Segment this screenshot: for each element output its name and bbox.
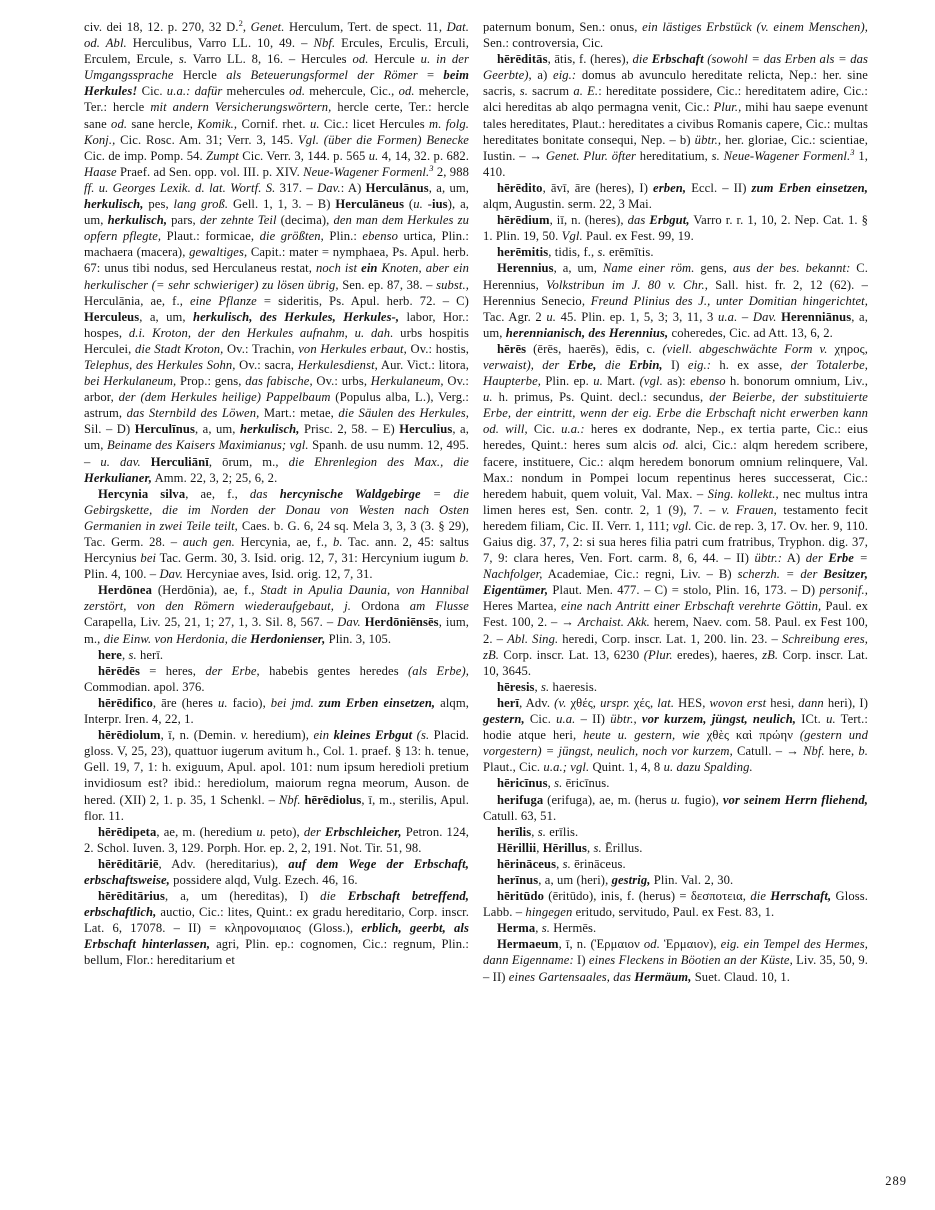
entry-heres: hērēs (ērēs, haerēs), ēdis, c. (viell. abgeschwächte Form v. χηρος, verwaist), der Erbe, die Erbin, I) eig.: h. ex asse, der Totalerbe, Haupterbe, Plin. ep. u. Mart. (vgl. as): ebenso h. bonorum omnium, Liv., u. h. primus, Ps. Quint. decl.: secundus, der Beierbe, der substituierte Erbe, der eintritt, wenn der eig. Erbe die Erbschaft nicht erwerben kann od. will, Cic. u.a.: heres ex dodrante, Nep., ex tertia parte, Cic.: eius heredes, Quint.: heres sum alcis od. alci, Cic.: alqm heredem scribere, facere, instituere, Cic.: alqm heredem bonorum omnium relinquere, Val. Max.: nondum in Pompei locum repentinus heres successerat, Cic.: heredem habuit, quem voluit, Val. Max. – Sing. kollekt., nec multus intra limen heres est, Sen. contr. 2, 1 (9), 7. – v. Frauen, testamento fecit heredem filiam, Cic. II. Verr. 1, 111; vgl. Cic. de rep. 3, 17. Ov. her. 9, 110. Gaius dig. 37, 7, 2: si sua heres filia patri cum fratribus, Tryphon. dig. 37, 7, 9: clara heres, Ven. Fort. carm. 8, 6, 44. – II) übtr.: A) der Erbe = Nachfolger, Academiae, Cic.: regni, Liv. – B) scherzh. = der Besitzer, Eigentümer, Plaut. Men. 477. – C) = stolo, Plin. 16, 173. – D) personif., Heres Martea, eine nach Antritt einer Erbschaft verehrte Göttin, Paul. ex Fest. 100, 2. – → Archaist. Akk. herem, Naev. com. 58. Paul. ex Fest 100, 2. – Abl. Sing. heredi, Corp. inscr. Lat. 1, 200. lin. 23. – Schreibung eres, zB. Corp. inscr. Lat. 13, 6230 (Plur. eredes), haeres, zB. Corp. inscr. Lat. 10, 3645. xyxy=(483,341,869,678)
entry-hereditas: hērēditās, ātis, f. (heres), die Erbschaft (sowohl = das Erben als = das Geerbte), a) eig.: domus ab avunculo hereditate relicta, Nep.: her. sine sacris, s. sacrum a. E.: hereditate possidere, Cic.: hereditatem adire, Cic.: alci hereditas ab alqo permagna venit, Cic.: Plur., mihi hau saepe evenunt tales hereditates, Plaut.: hereditates a civibus Romanis capere, Cic.: multas hereditates bonitate consequi, Nep. – b) übtr., her. gloriae, Cic.: scientiae, Iustin. – → Genet. Plur. öfter hereditatium, s. Neue-Wagener Formenl.$^3$ 1, 410. xyxy=(483,52,869,179)
entry-herifuga: herifuga (erifuga), ae, m. (herus u. fugio), vor seinem Herrn fliehend, Catull. 63, 51. xyxy=(483,792,868,823)
entry-herennius: Herennius, a, um, Name einer röm. gens, aus der bes. bekannt: C. Herennius, Volkstribun im J. 80 v. Chr., Sall. hist. fr. 2, 12 (62). – Herennius Senecio, Freund Plinius des J., unter Domitian hingerichtet, Tac. Agr. 2 u. 45. Plin. ep. 1, 5, 3; 3, 11, 3 u.a. – Dav. Herenniānus, a, um, herennianisch, des Herennius, coheredes, Cic. ad Att. 13, 6, 2. xyxy=(483,261,868,340)
entry-herdonea: Herdōnea (Herdōnia), ae, f., Stadt in Apulia Daunia, von Hannibal zerstört, von den Römern wiederaufgebaut, j. Ordona am Flusse Carapella, Liv. 25, 21, 1; 27, 1, 3. Sil. 8, 567. – Dav. Herdōniēnsēs, ium, m., die Einw. von Herdonia, die Herdonienser, Plin. 3, 105. xyxy=(84,583,470,646)
entry-heri: herī, Adv. (v. χθές, urspr. χές, lat. HES, wovon erst hesi, dann heri), I) gestern, Cic. u.a. – II) übtr., vor kurzem, jüngst, neulich, ICt. u. Tert.: hodie atque heri, heute u. gestern, wie χθὲς καὶ πρώην (gestern und vorgestern) = jüngst, neulich, noch vor kurzem, Catull. – → Nbf. here, b. Plaut., Cic. u.a.; vgl. Quint. 1, 4, 8 u. dazu Spalding. xyxy=(483,695,869,775)
entry-heredifico: hērēdifico, āre (heres u. facio), bei jmd. zum Erben einsetzen, alqm, Interpr. Iren. 4, 22, 1. xyxy=(84,695,469,727)
entry-heremitis: herēmitis, tidis, f., s. erēmītis. xyxy=(497,245,654,260)
entry-hereditarie: hērēditāriē, Adv. (hereditarius), auf dem Wege der Erbschaft, erbschaftsweise, possidere alqd, Vulg. Ezech. 46, 16. xyxy=(84,856,469,887)
entry-heredito: hērēdito, āvī, āre (heres), I) erben, Eccl. – II) zum Erben einsetzen, alqm, Augustin. serm. 22, 3 Mai. xyxy=(483,180,869,212)
entry-hereditarius-continued: paternum bonum, Sen.: onus, ein lästiges Erbstück (v. einem Menschen), Sen.: controversia, Cic. xyxy=(483,20,868,51)
entry-hericinus: hēricīnus, s. ēricīnus. xyxy=(497,776,610,791)
entry-heredes: hērēdēs = heres, der Erbe, habebis gentes heredes (als Erbe), Commodian. apol. 376. xyxy=(84,663,469,694)
entry-herinaceus: hērināceus, s. ērināceus. xyxy=(497,856,626,871)
entry-heresis: hēresis, s. haeresis. xyxy=(497,679,598,694)
entry-herinus: herīnus, a, um (heri), gestrig, Plin. Val. 2, 30. xyxy=(497,872,734,887)
entry-herillus: Hērillii, Hērillus, s. Ērillus. xyxy=(497,840,643,855)
right-column xyxy=(483,19,868,985)
entry-heredipeta: hērēdipeta, ae, m. (heredium u. peto), der Erbschleicher, Petron. 124, 2. Schol. Iuven. 3, 129. Porph. Hor. ep. 2, 2, 191. Not. Tir. 51, 98. xyxy=(84,824,469,855)
entry-herma: Herma, s. Hermēs. xyxy=(497,921,597,936)
entry-herilis: herīlis, s. erīlis. xyxy=(497,824,579,839)
entry-hereditarius: hērēditārius, a, um (hereditas), I) die Erbschaft betreffend, erbschaftlich, auctio, Cic.: lites, Quint.: ex gradu hereditario, Corp. inscr. Lat. 6, 17078. – II) = κληρονομιαιος (Gloss.), erblich, geerbt, als Erbschaft hinterlassen, agri, Plin. ep.: cognomen, Cic.: regnum, Plin.: bellum, Flor.: hereditarium et xyxy=(84,889,470,968)
entry-hercules-continued: civ. dei 18, 12. p. 270, 32 D.$^2$, Genet. Herculum, Tert. de spect. 11, Dat. od. Abl. Herculibus, Varro LL. 10, 49. – Nbf. Ercules, Erculis, Erculi, Erculem, Ercule, s. Varro LL. 8, 16. – Hercules od. Hercule u. in der Umgangssprache Hercle als Beteuerungsformel der Römer = beim Herkules! Cic. u.a.: dafür mehercules od. mehercule, Cic., od. mehercle, Ter.: hercle mit andern Versicherungswörtern, hercle certe, Ter.: hercle sane od. sane hercle, Komik., Cornif. rhet. u. Cic.: licet Hercules m. folg. Konj., Cic. Rosc. Am. 31; Verr. 3, 145. Vgl. (über die Formen) Benecke Cic. de imp. Pomp. 54. Zumpt Cic. Verr. 3, 144. p. 565 u. 4, 14, 32. p. 682. Haase Praef. ad Sen. opp. vol. III. p. XIV. Neue-Wagener Formenl.$^3$ 2, 988 ff. u. Georges Lexik. d. lat. Wortf. S. 317. – Dav.: A) Herculānus, a, um, herkulisch, pes, lang groß. Gell. 1, 1, 3. – B) Herculāneus (u. -ius), a, um, herkulisch, pars, der zehnte Teil (decima), den man dem Herkules zu opfern pflegte, Plaut.: formicae, die größten, Plin.: ebenso urtica, Plin.: machaera (macera), gewaltiges, Capit.: mater = nymphaea, Ps. Apul. herb. 67: unus tibi nodus, sed Herculaneus restat, noch ist ein Knoten, aber ein herkulischer (= sehr schwieriger) zu lösen übrig, Sen. ep. 87, 38. – subst., Herculānia, ae, f., eine Pflanze = sideritis, Ps. Apul. herb. 72. – C) Herculeus, a, um, herkulisch, des Herkules, Herkules-, labor, Hor.: hospes, d.i. Kroton, der den Herkules aufnahm, u. dah. urbs hospitis Herculei, die Stadt Kroton, Ov.: Trachin, von Herkules erbaut, Ov.: hostis, Telephus, des Herkules Sohn, Ov.: sacra, Herkulesdienst, Aur. Vict.: litora, bei Herkulaneum, Prop.: gens, das fabische, Ov.: urbs, Herkulaneum, Ov.: arbor, der (dem Herkules heilige) Pappelbaum (Populus alba, L.), Verg.: astrum, das Sternbild des Löwen, Mart.: metae, die Säulen des Herkules, Sil. – D) Herculīnus, a, um, herkulisch, Prisc. 2, 58. – E) Herculius, a, um, Beiname des Kaisers Maximianus; vgl. Spanh. de usu numm. 12, 495. – u. dav. Herculiānī, ōrum, m., die Ehrenlegion des Max., die Herkulianer, Amm. 22, 3, 2; 25, 6, 2. xyxy=(84,17,470,485)
entry-herediolum: hērēdiolum, ī, n. (Demin. v. heredium), ein kleines Erbgut (s. Placid. gloss. V, 25, 23), quattuor iugerum avitum h., Col. 1. praef. § 13: h. tenue, Gell. 19, 7, 1: h. exiguum, Apul. apol. 101: num ipsum heredioli pretium invidiosum est? ibid.: herediolum, maiorum regna meorum, Auson. de hered. (XII) 2, 1. p. 35, 1 Schenkl. – Nbf. hērēdiolus, ī, m., sterilis, Apul. flor. 11. xyxy=(84,728,470,823)
entry-here: here, s. herī. xyxy=(98,647,164,662)
entry-hercynia-silva: Hercynia silva, ae, f., das hercynische Waldgebirge = die Gebirgskette, die im Norden der Donau von Westen nach Osten Germanien in zwei Teile teilt, Caes. b. G. 6, 24 sq. Mela 3, 3, 3 (3. § 29), Tac. Germ. 28. – auch gen. Hercynia, ae, f., b. Tac. ann. 2, 45: saltus Hercynius bei Tac. Germ. 30, 3. Isid. orig. 12, 7, 31: Hercynium iugum b. Plin. 4, 100. – Dav. Hercyniae aves, Isid. orig. 12, 7, 31. xyxy=(84,486,470,582)
entry-heritudo: hēritūdo (ēritūdo), inis, f. (herus) = δεσποτεια, die Herrschaft, Gloss. Labb. – hingegen eritudo, servitudo, Paul. ex Fest. 83, 1. xyxy=(483,889,868,920)
left-column xyxy=(84,19,469,985)
entry-hermaeum: Hermaeum, ī, n. (Ἑρμαιον od. Ἑρμαιον), eig. ein Tempel des Hermes, dann Eigenname: I) eines Fleckens in Böotien an der Küste, Liv. 35, 50, 9. – II) eines Gartensaales, das Hermäum, Suet. Claud. 10, 1. xyxy=(483,937,868,984)
page-number: 289 xyxy=(885,1174,907,1188)
entry-heredium: hērēdium, iī, n. (heres), das Erbgut, Varro r. r. 1, 10, 2. Nep. Cat. 1. § 1. Plin. 19, 50. Vgl. Paul. ex Fest. 99, 19. xyxy=(483,213,868,244)
